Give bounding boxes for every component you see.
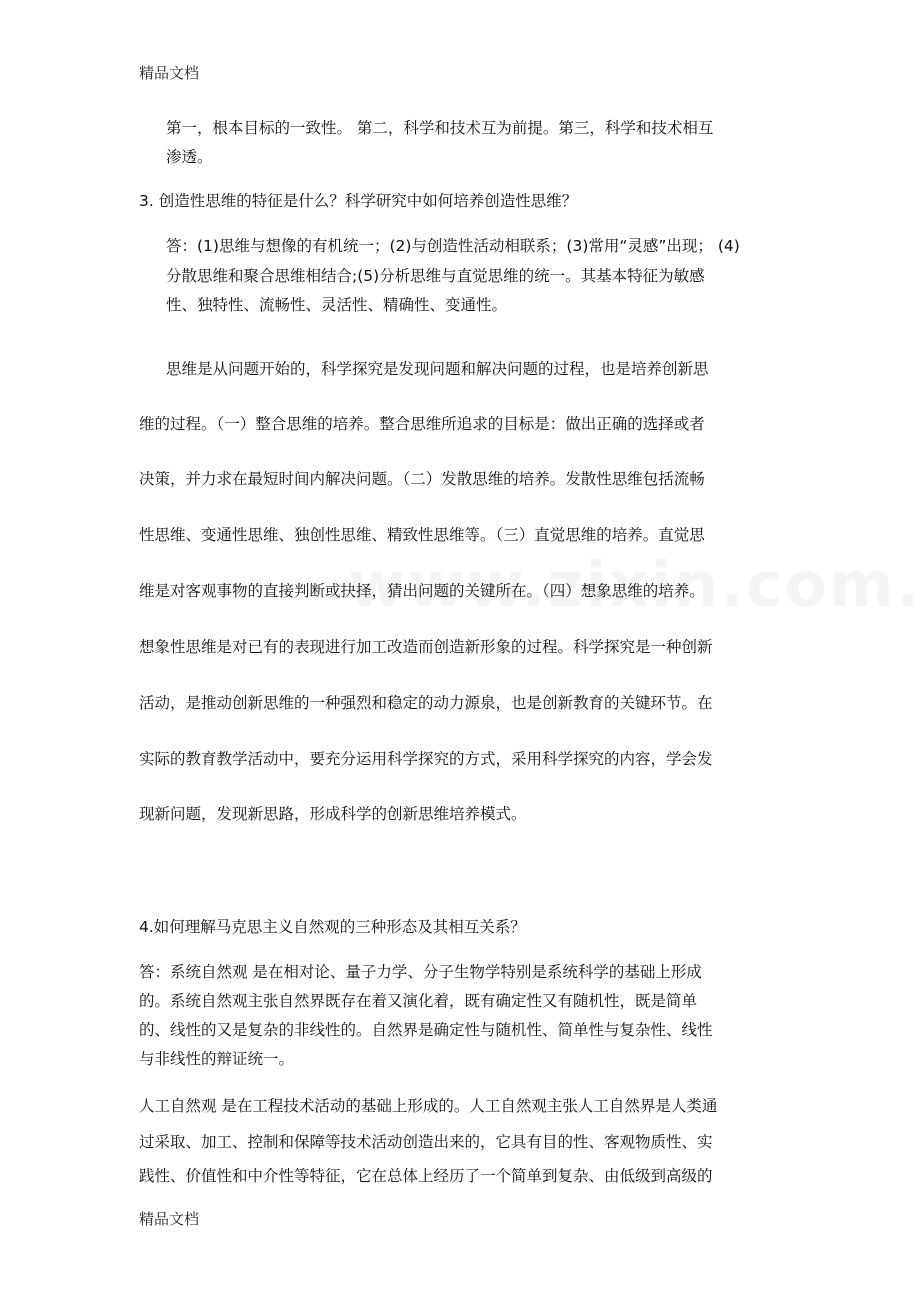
q3-answer-line-1: 答：(1)思维与想像的有机统一；(2)与创造性活动相联系；(3)常用“灵感”出现； (4)	[166, 237, 740, 255]
q4-paragraph-line-1: 人工自然观 是在工程技术活动的基础上形成的。人工自然观主张人工自然界是人类通	[139, 1097, 718, 1115]
page-header: 精品文档	[139, 64, 200, 82]
q3-question: 3. 创造性思维的特征是什么？科学研究中如何培养创造性思维？	[139, 192, 578, 210]
q3-paragraph-line-4: 性思维、变通性思维、独创性思维、精致性思维等。（三）直觉思维的培养。直觉思	[139, 526, 705, 544]
q3-paragraph-line-3: 决策，并力求在最短时间内解决问题。（二）发散思维的培养。发散性思维包括流畅	[139, 470, 705, 488]
q4-answer-line-1: 答：系统自然观 是在相对论、量子力学、分子生物学特别是系统科学的基础上形成	[139, 963, 702, 981]
q2-line-1: 第一，根本目标的一致性。 第二，科学和技术互为前提。第三，科学和技术相互	[166, 119, 714, 137]
q4-paragraph-line-3: 践性、价值性和中介性等特征，它在总体上经历了一个简单到复杂、由低级到高级的	[139, 1167, 713, 1185]
q3-paragraph-line-9: 现新问题，发现新思路，形成科学的创新思维培养模式。	[139, 805, 527, 823]
q3-paragraph-line-2: 维的过程。（一）整合思维的培养。整合思维所追求的目标是：做出正确的选择或者	[139, 415, 705, 433]
q3-paragraph-line-6: 想象性思维是对已有的表现进行加工改造而创造新形象的过程。科学探究是一种创新	[139, 638, 713, 656]
q4-answer-line-3: 的、线性的又是复杂的非线性的。自然界是确定性与随机性、简单性与复杂性、线性	[139, 1021, 713, 1039]
q2-line-2: 渗透。	[166, 148, 213, 166]
q3-paragraph-line-7: 活动，是推动创新思维的一种强烈和稳定的动力源泉，也是创新教育的关键环节。在	[139, 694, 713, 712]
q3-paragraph-line-5: 维是对客观事物的直接判断或抉择，猜出问题的关键所在。（四）想象思维的培养。	[139, 582, 705, 600]
q4-answer-line-4: 与非线性的辩证统一。	[139, 1050, 295, 1068]
q4-answer-line-2: 的。系统自然观主张自然界既存在着又演化着，既有确定性又有随机性，既是简单	[139, 992, 698, 1010]
q4-question: 4.如何理解马克思主义自然观的三种形态及其相互关系？	[139, 918, 526, 936]
q3-answer-line-3: 性、独特性、流畅性、灵活性、精确性、变通性。	[166, 296, 508, 314]
q3-paragraph-line-1: 思维是从问题开始的，科学探究是发现问题和解决问题的过程，也是培养创新思	[166, 360, 709, 378]
q3-answer-line-2: 分散思维和聚合思维相结合;(5)分析思维与直觉思维的统一。其基本特征为敏感	[166, 267, 705, 285]
q4-paragraph-line-2: 过采取、加工、控制和保障等技术活动创造出来的，它具有目的性、客观物质性、实	[139, 1133, 713, 1151]
page-footer: 精品文档	[139, 1210, 200, 1228]
q3-paragraph-line-8: 实际的教育教学活动中，要充分运用科学探究的方式，采用科学探究的内容，学会发	[139, 750, 713, 768]
